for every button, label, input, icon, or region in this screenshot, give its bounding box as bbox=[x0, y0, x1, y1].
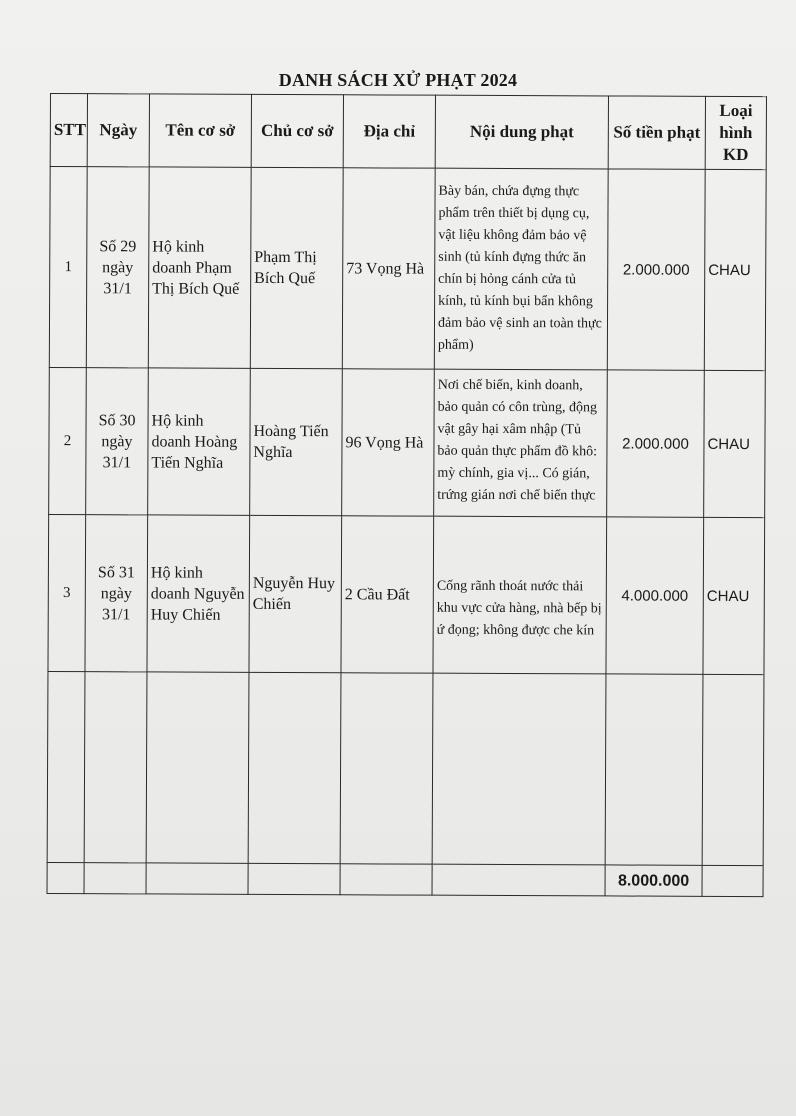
cell-name: Hộ kinh doanh Phạm Thị Bích Quế bbox=[148, 167, 251, 368]
empty-cell bbox=[248, 863, 340, 894]
cell-content-text: Nơi chế biến, kinh doanh, bảo quản có côn trùng, động vật gây hại xâm nhập (Tủ bảo quản thực phẩm đồ khô: mỳ chính, gia vị... Có gián, trứng gián nơi chế biến thực bbox=[437, 377, 598, 504]
cell-owner: Phạm Thị Bích Quế bbox=[250, 167, 343, 368]
header-owner: Chủ cơ sở bbox=[251, 94, 343, 167]
cell-content bbox=[434, 369, 608, 517]
empty-cell bbox=[47, 862, 84, 893]
document-title: DANH SÁCH XỬ PHẠT 2024 bbox=[278, 70, 518, 90]
cell-type: CHAU bbox=[703, 517, 765, 674]
empty-cell bbox=[432, 673, 606, 865]
empty-cell bbox=[84, 672, 147, 863]
header-address: Địa chỉ bbox=[343, 95, 435, 168]
header-type: Loại hình KD bbox=[705, 96, 766, 169]
empty-cell bbox=[146, 672, 249, 863]
cell-name: Hộ kinh doanh Nguyễn Huy Chiến bbox=[147, 515, 250, 672]
cell-name: Hộ kinh doanh Hoàng Tiến Nghĩa bbox=[148, 368, 251, 515]
cell-date: Số 29 ngày 31/1 bbox=[86, 167, 149, 368]
cell-date: Số 31 ngày 31/1 bbox=[85, 515, 148, 672]
empty-cell bbox=[340, 673, 433, 864]
cell-stt: 3 bbox=[48, 514, 86, 671]
empty-cell bbox=[605, 674, 703, 865]
table-row bbox=[49, 367, 766, 517]
cell-address: 73 Vọng Hà bbox=[342, 168, 435, 369]
table-row bbox=[49, 167, 766, 371]
cell-amount: 2.000.000 bbox=[607, 169, 705, 370]
cell-type: CHAU bbox=[704, 370, 766, 517]
table-total-row bbox=[47, 862, 763, 896]
header-date: Ngày bbox=[87, 94, 149, 167]
empty-cell bbox=[340, 864, 432, 895]
cell-stt: 1 bbox=[49, 167, 87, 368]
cell-type: CHAU bbox=[704, 169, 766, 370]
cell-content: Bày bán, chứa đựng thực phẩm trên thiết bị dụng cụ, vật liệu không đảm bảo vệ sinh (tủ kính đựng thức ăn chín bị hỏng cánh cửa tủ kính, tủ kính bụi bẩn không đảm bảo vệ sinh an toàn thực phẩm) bbox=[434, 168, 608, 370]
cell-owner: Nguyễn Huy Chiến bbox=[249, 515, 342, 672]
table-row bbox=[48, 514, 765, 674]
header-content: Nội dung phạt bbox=[435, 95, 608, 169]
cell-amount: 4.000.000 bbox=[606, 517, 704, 674]
table-header-row bbox=[50, 94, 766, 170]
cell-address: 2 Cầu Đất bbox=[341, 516, 434, 673]
header-amount: Số tiền phạt bbox=[608, 96, 705, 169]
cell-date: Số 30 ngày 31/1 bbox=[86, 368, 149, 515]
empty-cell bbox=[248, 672, 341, 863]
penalty-table bbox=[47, 93, 767, 897]
cell-stt: 2 bbox=[49, 367, 87, 514]
total-amount: 8.000.000 bbox=[605, 865, 702, 896]
empty-cell bbox=[432, 864, 605, 896]
empty-cell bbox=[47, 671, 85, 862]
cell-content: Cống rãnh thoát nước thải khu vực cửa hàng, nhà bếp bị ứ đọng; không được che kín bbox=[433, 516, 607, 674]
table-row-empty bbox=[47, 671, 764, 865]
header-stt: STT bbox=[50, 94, 87, 167]
empty-cell bbox=[702, 865, 763, 896]
header-name: Tên cơ sở bbox=[149, 94, 251, 167]
cell-amount: 2.000.000 bbox=[607, 370, 705, 517]
cell-address: 96 Vọng Hà bbox=[342, 369, 435, 516]
cell-owner: Hoàng Tiến Nghĩa bbox=[250, 368, 343, 515]
empty-cell bbox=[146, 863, 248, 894]
empty-cell bbox=[84, 863, 146, 894]
empty-cell bbox=[702, 674, 764, 865]
